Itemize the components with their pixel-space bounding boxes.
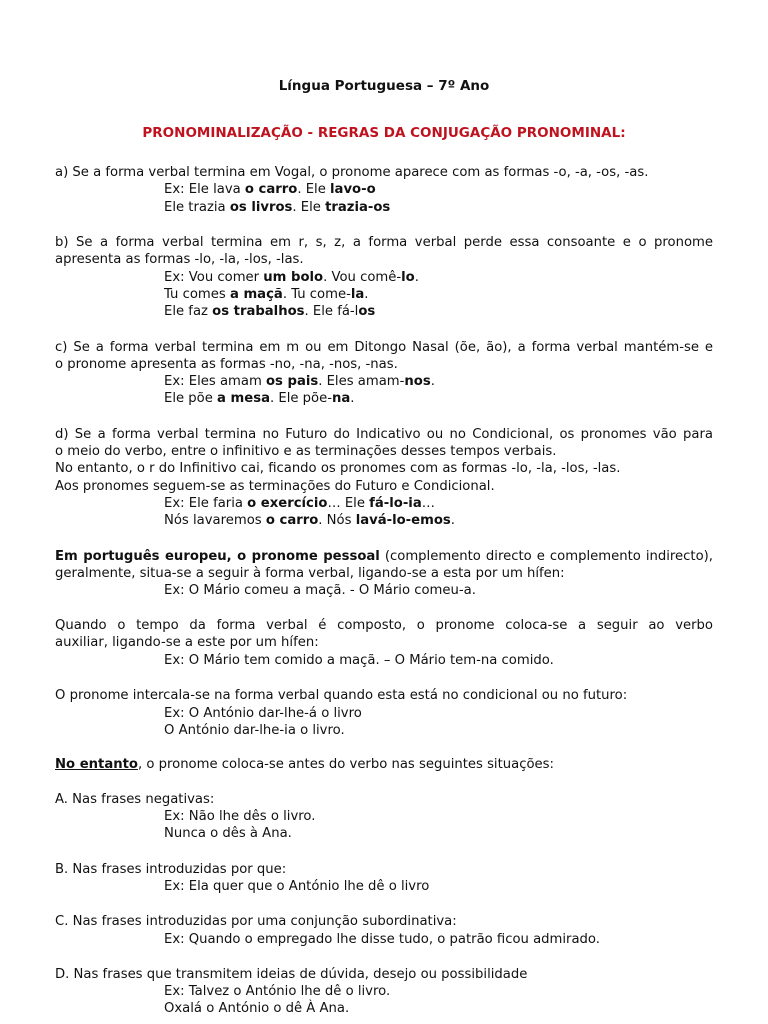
situation-a-example-1: Ex: Não lhe dês o livro. <box>164 809 316 824</box>
rule-b-text-2: apresenta as formas -lo, -la, -los, -las. <box>55 252 304 267</box>
situation-c-heading: C. Nas frases introduzidas por uma conjunção subordinativa: <box>55 914 457 929</box>
situation-c-example: Ex: Quando o empregado lhe disse tudo, o patrão ficou admirado. <box>164 932 600 947</box>
situation-b-example: Ex: Ela quer que o António lhe dê o livro <box>164 879 430 894</box>
rule-c-text-1: c) Se a forma verbal termina em m ou em Ditongo Nasal (õe, ão), a forma verbal mantém-se e <box>55 340 713 355</box>
rule-c-example-1: Ex: Eles amam os pais. Eles amam-nos. <box>164 374 435 389</box>
rule-d-example-1: Ex: Ele faria o exercício… Ele fá-lo-ia… <box>164 496 435 511</box>
rule-c-text-2: o pronome apresenta as formas -no, -na, -nos, -nas. <box>55 357 398 372</box>
however-paragraph: No entanto, o pronome coloca-se antes do verbo nas seguintes situações: <box>55 757 554 772</box>
document-subtitle: PRONOMINALIZAÇÃO - REGRAS DA CONJUGAÇÃO PRONOMINAL: <box>142 125 626 141</box>
rule-c-example-2: Ele põe a mesa. Ele põe-na. <box>164 391 355 406</box>
document-title: Língua Portuguesa – 7º Ano <box>278 78 490 94</box>
european-portuguese-paragraph-1: Em português europeu, o pronome pessoal (complemento directo e complemento indirecto), <box>55 549 713 564</box>
rule-d-text-1: d) Se a forma verbal termina no Futuro do Indicativo ou no Condicional, os pronomes vão para <box>55 427 713 442</box>
rule-a-text: a) Se a forma verbal termina em Vogal, o pronome aparece com as formas -o, -a, -os, -as. <box>55 165 649 180</box>
interposition-example-1: Ex: O António dar-lhe-á o livro <box>164 706 362 721</box>
situation-a-example-2: Nunca o dês à Ana. <box>164 826 292 841</box>
rule-d-text-2: o meio do verbo, entre o infinitivo e as terminações desses tempos verbais. <box>55 444 557 459</box>
european-portuguese-example: Ex: O Mário comeu a maçã. - O Mário comeu-a. <box>164 583 476 598</box>
interposition-example-2: O António dar-lhe-ia o livro. <box>164 723 345 738</box>
rule-b-text-1: b) Se a forma verbal termina em r, s, z, a forma verbal perde essa consoante e o pronome <box>55 235 713 250</box>
interposition-text: O pronome intercala-se na forma verbal quando esta está no condicional ou no futuro: <box>55 688 628 703</box>
rule-d-text-4: Aos pronomes seguem-se as terminações do Futuro e Condicional. <box>55 479 495 494</box>
compound-tense-text-2: auxiliar, ligando-se a este por um hífen: <box>55 635 319 650</box>
situation-d-example-2: Oxalá o António o dê À Ana. <box>164 1001 350 1016</box>
rule-a-example-2: Ele trazia os livros. Ele trazia-os <box>164 200 391 215</box>
situation-d-heading: D. Nas frases que transmitem ideias de dúvida, desejo ou possibilidade <box>55 967 528 982</box>
rule-d-text-3: No entanto, o r do Infinitivo cai, ficando os pronomes com as formas -lo, -la, -los, -las. <box>55 461 621 476</box>
rule-d-example-2: Nós lavaremos o carro. Nós lavá-lo-emos. <box>164 513 455 528</box>
rule-b-example-3: Ele faz os trabalhos. Ele fá-los <box>164 304 376 319</box>
compound-tense-example: Ex: O Mário tem comido a maçã. – O Mário tem-na comido. <box>164 653 554 668</box>
rule-b-example-2: Tu comes a maçã. Tu come-la. <box>164 287 369 302</box>
rule-b-example-1: Ex: Vou comer um bolo. Vou comê-lo. <box>164 270 419 285</box>
rule-a-example-1: Ex: Ele lava o carro. Ele lavo-o <box>164 182 376 197</box>
situation-b-heading: B. Nas frases introduzidas por que: <box>55 862 287 877</box>
compound-tense-text-1: Quando o tempo da forma verbal é composto, o pronome coloca-se a seguir ao verbo <box>55 618 713 633</box>
situation-a-heading: A. Nas frases negativas: <box>55 792 215 807</box>
situation-d-example-1: Ex: Talvez o António lhe dê o livro. <box>164 984 391 999</box>
european-portuguese-paragraph-2: geralmente, situa-se a seguir à forma verbal, ligando-se a esta por um hífen: <box>55 566 565 581</box>
